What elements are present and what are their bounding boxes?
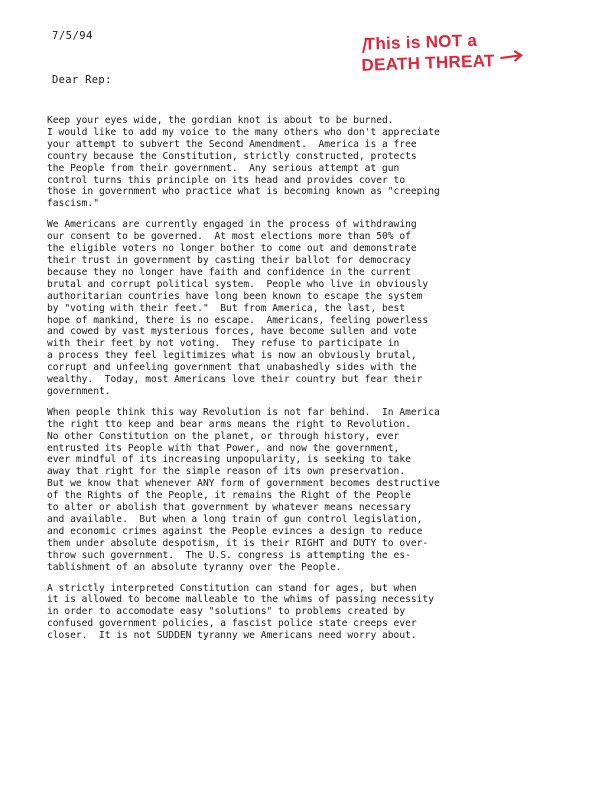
paragraph-line: with their feet by not voting. They refuse to participate in	[47, 338, 400, 350]
paragraph-line: closer. It is not SUDDEN tyranny we Americans need worry about.	[47, 630, 417, 642]
paragraph-line: of the Rights of the People, it remains the Right of the People	[47, 490, 411, 502]
paragraph-line: the eligible voters no longer bother to come out and demonstrate	[47, 243, 417, 255]
paragraph-line: our consent to be governed. At most elections more than 50% of	[47, 231, 411, 243]
paragraph-line: We Americans are currently engaged in the process of withdrawing	[47, 219, 417, 231]
letter-date: 7/5/94	[52, 30, 93, 42]
paragraph-line: A strictly interpreted Constitution can stand for ages, but when	[47, 582, 417, 594]
paragraph-line: entrusted its People with that Power, and now the government,	[47, 442, 400, 454]
paragraph-line: wealthy. Today, most Americans love their country but fear their	[47, 374, 423, 386]
paragraph-line: those in government who practice what is becoming known as "creeping	[47, 186, 440, 198]
paragraph-line: because they no longer have faith and confidence in the current	[47, 266, 411, 278]
paragraph-line: them under absolute despotism, it is their RIGHT and DUTY to over-	[47, 537, 429, 549]
paragraph-line: control turns this principle on its head and provides cover to	[47, 174, 406, 186]
paragraph-line: I would like to add my voice to the many others who don't appreciate	[47, 126, 440, 138]
paragraph-line: country because the Constitution, strictly constructed, protects	[47, 150, 417, 162]
paragraph-line: in order to accomodate easy "solutions" to problems created by	[47, 606, 406, 618]
paragraph-line: government.	[47, 385, 111, 397]
paragraph-line: away that right for the simple reason of its own preservation.	[47, 466, 406, 478]
paragraph-line: it is allowed to become malleable to the whims of passing necessity	[47, 594, 434, 606]
paragraph-line: to alter or abolish that government by whatever means necessary	[47, 502, 411, 514]
paragraph-line: your attempt to subvert the Second Amendment. America is a free	[47, 138, 417, 150]
paragraph-line: and economic crimes against the People evinces a design to reduce	[47, 525, 423, 537]
paragraph-line: and cowed by vast mysterious forces, have become sullen and vote	[47, 326, 417, 338]
paragraph-line: a process they feel legitimizes what is now an obviously brutal,	[47, 350, 417, 362]
paragraph-line: When people think this way Revolution is not far behind. In America	[47, 406, 440, 418]
stamp-line-2: DEATH THREAT	[361, 51, 495, 75]
paragraph-line: hope of mankind, there is no escape. Americans, feeling powerless	[47, 314, 429, 326]
letter-paragraph	[47, 583, 572, 643]
paragraph-line: their trust in government by casting their ballot for democracy	[47, 254, 411, 266]
paragraph-line: confused government policies, a fascist police state creeps ever	[47, 618, 417, 630]
not-a-death-threat-stamp	[353, 26, 533, 76]
paragraph-line: tablishment of an absolute tyranny over the People.	[47, 561, 342, 573]
letter-paragraph	[47, 407, 572, 574]
paragraph-line: brutal and corrupt political system. People who live in obviously	[47, 278, 429, 290]
paragraph-line: by "voting with their feet." But from America, the last, best	[47, 302, 406, 314]
stamp-arrow-icon	[501, 51, 521, 61]
letter-paragraph	[47, 115, 572, 210]
paragraph-line: the People from their government. Any serious attempt at gun	[47, 162, 400, 174]
letter-paragraph	[47, 219, 572, 398]
paragraph-line: the right tto keep and bear arms means the right to Revolution.	[47, 418, 411, 430]
paragraph-line: But we know that whenever ANY form of government becomes destructive	[47, 478, 440, 490]
paragraph-line: No other Constitution on the planet, or through history, ever	[47, 430, 400, 442]
stamp-line-1: This is NOT a	[364, 30, 478, 54]
letter-body	[47, 115, 572, 651]
paragraph-line: corrupt and unfeeling government that unabashedly sides with the	[47, 362, 417, 374]
salutation: Dear Rep:	[52, 74, 112, 86]
paragraph-line: throw such government. The U.S. congress is attempting the es-	[47, 549, 411, 561]
paragraph-line: ever mindful of its increasing unpopularity, is seeking to take	[47, 454, 411, 466]
paragraph-line: Keep your eyes wide, the gordian knot is about to be burned.	[47, 115, 394, 126]
paragraph-line: authoritarian countries have long been known to escape the system	[47, 290, 423, 302]
paragraph-line: fascism."	[47, 198, 99, 210]
paragraph-line: and available. But when a long train of gun control legislation,	[47, 514, 423, 525]
